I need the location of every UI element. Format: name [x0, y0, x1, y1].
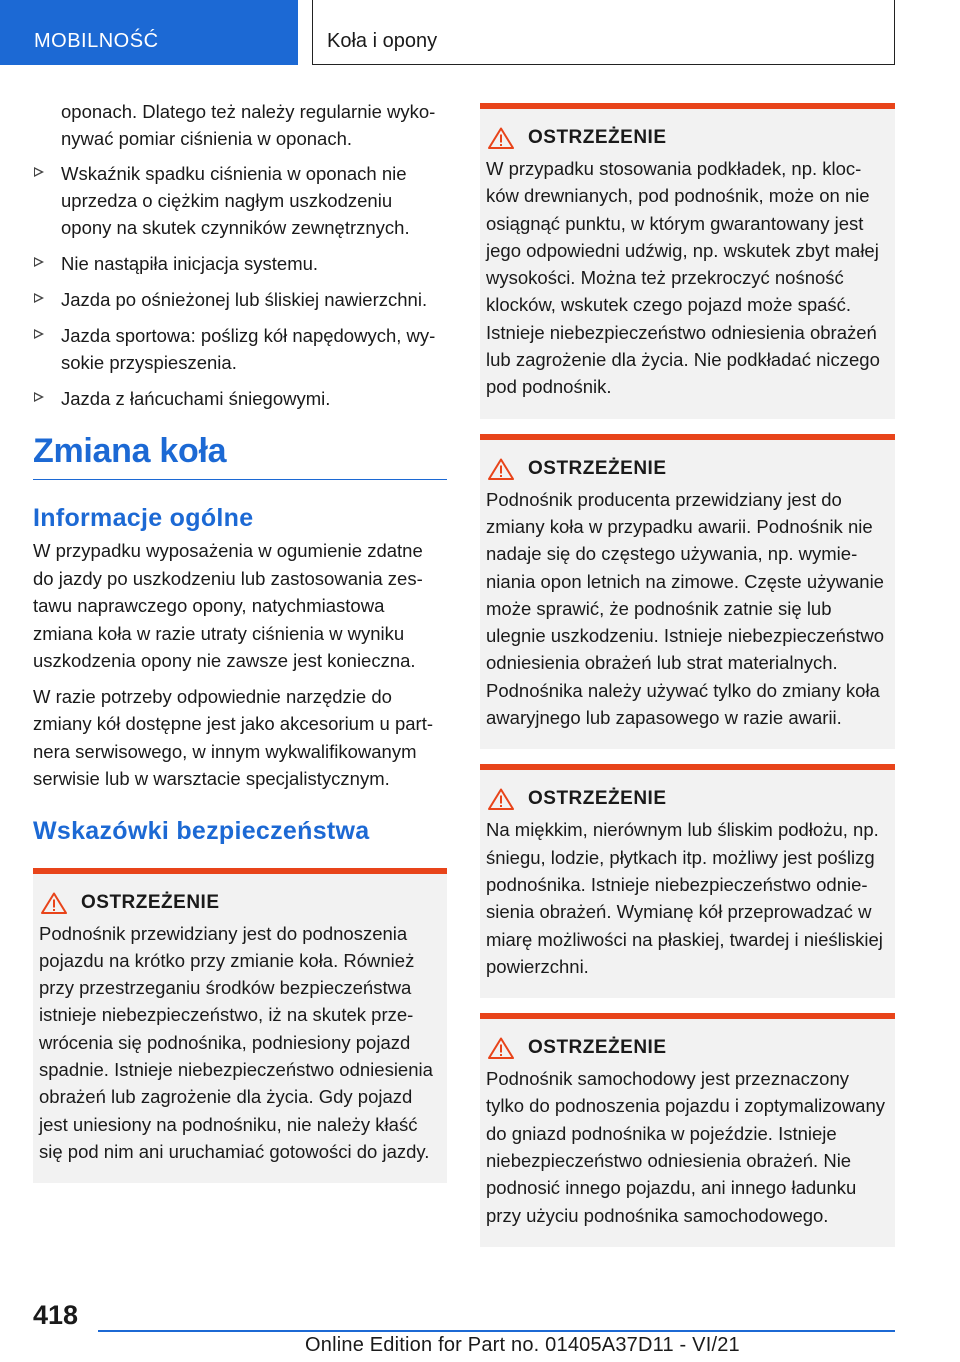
warning-triangle-icon [488, 788, 514, 810]
warning-title: OSTRZEŻENIE [528, 457, 667, 479]
warning-header [39, 892, 439, 914]
warning-title: OSTRZEŻENIE [528, 1037, 667, 1059]
warning-triangle-icon [488, 458, 514, 480]
warning-title: OSTRZEŻENIE [81, 891, 220, 913]
list-item-text: Wskaźnik spadku ciśnienia w oponach nie uprzedza o ciężkim nagłym uszkodzeniu opony na skutek czynników zewnętrznych. [61, 163, 410, 238]
continuation-paragraph: oponach. Dlatego też należy regularnie wykonywać pomiar ciśnienia w oponach. [61, 101, 436, 149]
warning-header [486, 788, 887, 810]
warning-title: OSTRZEŻENIE [528, 788, 667, 810]
warning-triangle-icon [488, 1037, 514, 1059]
warning-triangle-icon [488, 127, 514, 149]
warning-text: Podnośnik samochodowy jest przeznaczony tylko do podnoszenia pojazdu i zoptymalizowany do gniazd podnośnika w pojeździe. Istnieje niebezpieczeństwo odniesienia obrażeń. Nie podnosić innego pojazdu, ani innego ładunku przy użyciu podnośnika samochodowego. [486, 1068, 886, 1226]
triangle-bullet-icon [34, 329, 44, 339]
bullet-list [33, 160, 447, 412]
page-number: 418 [33, 1300, 79, 1330]
warning-header [486, 127, 887, 149]
list-item [33, 385, 447, 412]
section-tab [0, 0, 298, 65]
left-column [33, 98, 447, 1183]
triangle-bullet-icon [34, 392, 44, 402]
warning-box [480, 764, 895, 998]
chapter-tab [312, 0, 895, 65]
chapter-title: Koła i opony [327, 30, 438, 52]
list-item [33, 250, 447, 277]
list-item-text: Nie nastąpiła inicjacja systemu. [61, 253, 319, 274]
list-item-text: Jazda z łańcuchami śniegowymi. [61, 388, 331, 409]
triangle-bullet-icon [34, 293, 44, 303]
edition-note: Online Edition for Part no. 01405A37D11 - VI/21 [305, 1334, 740, 1356]
warning-triangle-icon [41, 892, 67, 914]
warning-text: W przypadku stosowania podkładek, np. klocków drewnianych, pod podnośnik, może on nie osiągnąć punktu, w którym gwarantowany jest jego odpowiedni udźwig, np. wskutek zbyt małej wysokości. Można też przekroczyć nośność klocków, wskutek czego pojazd może spaść. Istnieje niebezpieczeństwo odniesienia obrażeń lub zagrożenie dla życia. Nie podkładać niczego pod podnośnik. [486, 158, 880, 398]
list-item [33, 286, 447, 313]
warning-box [480, 434, 895, 750]
warning-text: Podnośnik przewidziany jest do podnoszenia pojazdu na krótko przy zmianie koła. Również przy przestrzeganiu środków bezpieczeństwa istnieje niebezpieczeństwo, iż na skutek przewrócenia się podnośnika, podniesiony pojazd spadnie. Istnieje niebezpieczeństwo odniesienia obrażeń lub zagrożenie dla życia. Gdy pojazd jest uniesiony na podnośniku, nie należy kłaść się pod nim ani uruchamiać gotowości do jazdy. [39, 922, 433, 1162]
section-heading-general: Informacje ogólne [33, 504, 254, 532]
footer-divider [98, 1330, 895, 1332]
triangle-bullet-icon [34, 257, 44, 267]
warning-header [486, 458, 887, 480]
warning-box [480, 1013, 895, 1247]
list-item-text: Jazda sportowa: poślizg kół napędowych, wysokie przyspieszenia. [61, 325, 436, 373]
warning-box [33, 868, 447, 1184]
section-heading-safety: Wskazówki bezpieczeństwa [33, 816, 370, 845]
list-item-text: Jazda po ośnieżonej lub śliskiej nawierzchni. [61, 289, 428, 310]
right-column [480, 103, 895, 1262]
chapter-heading: Zmiana koła [33, 432, 447, 480]
body-paragraph: W przypadku wyposażenia w ogumienie zdatne do jazdy po uszkodzeniu lub zastosowania zestawu naprawczego opony, natychmiastowa zmiana koła w razie utraty ciśnienia w wyniku uszkodzenia opony nie zawsze jest konieczna. [33, 540, 423, 671]
warning-title: OSTRZEŻENIE [528, 127, 667, 148]
warning-text: Na miękkim, nierównym lub śliskim podłożu, np. śniegu, lodzie, płytkach itp. możliwy jest poślizg podnośnika. Istnieje niebezpieczeństwo odniesienia obrażeń. Wymianę kół przeprowadzać w miarę możliwości na płaskiej, twardej i nieśliskiej powierzchni. [486, 819, 883, 977]
list-item [33, 160, 447, 241]
body-paragraph: W razie potrzeby odpowiednie narzędzie do zmiany kół dostępne jest jako akcesorium u partnera serwisowego, w innym wykwalifikowanym serwisie lub w warsztacie specjalistycznym. [33, 685, 434, 789]
section-title: MOBILNOŚĆ [34, 30, 159, 52]
warning-header [486, 1037, 887, 1059]
warning-text: Podnośnik producenta przewidziany jest do zmiany koła w przypadku awarii. Podnośnik nie nadaje się do częstego używania, np. wymieniania opon letnich na zimowe. Częste używanie może sprawić, że podnośnik zatnie się lub ulegnie uszkodzeniu. Istnieje niebezpieczeństwo odniesienia obrażeń lub strat materialnych. Podnośnika należy używać tylko do zmiany koła awaryjnego lub zapasowego w razie awarii. [486, 488, 885, 729]
warning-box [480, 103, 895, 419]
list-item [33, 322, 447, 376]
triangle-bullet-icon [34, 167, 44, 177]
